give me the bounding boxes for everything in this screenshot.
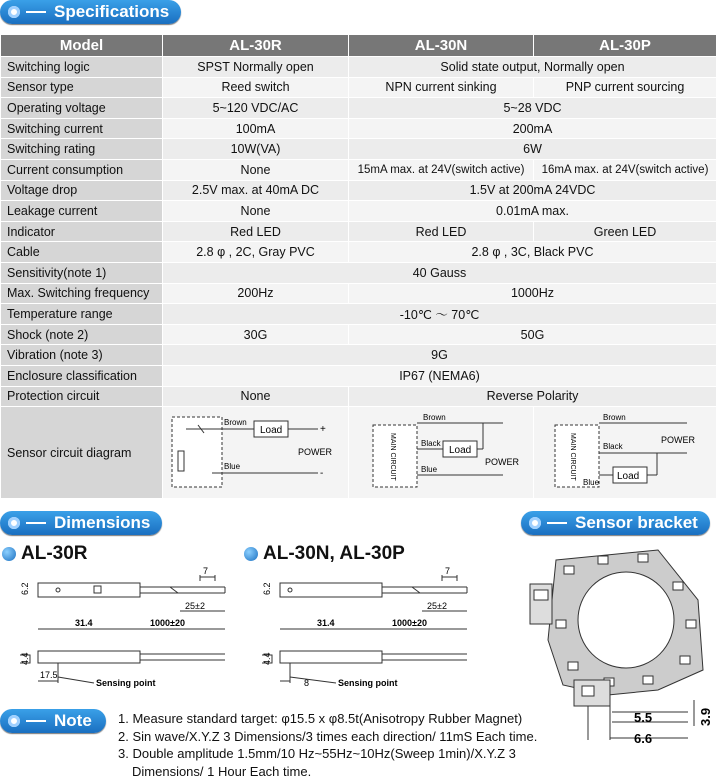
label-load: Load xyxy=(617,471,639,482)
label-brown: Brown xyxy=(423,413,446,422)
dim-7: 7 xyxy=(445,566,450,576)
col-al30p: AL-30P xyxy=(534,35,717,57)
label-power: POWER xyxy=(298,447,333,457)
dim-31-4: 31.4 xyxy=(75,618,93,628)
table-row: Voltage drop 2.5V max. at 40mA DC 1.5V at 200mA 24VDC xyxy=(1,180,717,201)
table-row: Sensor circuit diagram Brown Load Blue POWER + - MAIN CIRCUIT Brown Black Load Blue POWER MAIN CIRCUIT Brown Black Load Blue POWER xyxy=(1,407,717,499)
sensing-point-label: Sensing point xyxy=(338,678,398,688)
label-black: Black xyxy=(421,439,442,448)
dim-31-4: 31.4 xyxy=(317,618,335,628)
col-al30r: AL-30R xyxy=(163,35,349,57)
table-row: Shock (note 2) 30G 50G xyxy=(1,324,717,345)
label-main-circuit: MAIN CIRCUIT xyxy=(569,433,576,482)
dim-6-2: 6.2 xyxy=(20,582,30,595)
bullet-icon xyxy=(2,547,16,561)
label-power: POWER xyxy=(661,435,696,445)
table-row: Switching current 100mA 200mA xyxy=(1,118,717,139)
al30r-drawing xyxy=(20,565,240,695)
col-model: Model xyxy=(1,35,163,57)
table-row: Protection circuit None Reverse Polarity xyxy=(1,386,717,407)
dim-25: 25±2 xyxy=(185,601,205,611)
table-row: Operating voltage 5~120 VDC/AC 5~28 VDC xyxy=(1,98,717,119)
note-3-cont: Dimensions/ 1 Hour Each time. xyxy=(118,763,717,780)
circuit-n-svg xyxy=(353,411,529,491)
table-row: Cable 2.8 φ , 2C, Gray PVC 2.8 φ , 3C, Black PVC xyxy=(1,242,717,263)
note-title: Note xyxy=(54,711,92,731)
sensing-point-label: Sensing point xyxy=(96,678,156,688)
note-3: 3. Double amplitude 1.5mm/10 Hz~55Hz~10Hz(Sweep 1min)/X.Y.Z 3 xyxy=(118,745,717,763)
table-row: Switching rating 10W(VA) 6W xyxy=(1,139,717,160)
label-blue: Blue xyxy=(583,478,600,487)
specifications-heading xyxy=(0,0,181,24)
bracket-heading xyxy=(521,511,710,535)
label-load: Load xyxy=(449,445,471,456)
al30np-heading: AL-30N, AL-30P xyxy=(244,543,405,565)
label-black: Black xyxy=(603,442,624,451)
label-minus: - xyxy=(320,468,323,479)
table-row: Sensor type Reed switch NPN current sinking PNP current sourcing xyxy=(1,77,717,98)
dim-8: 8 xyxy=(304,678,309,688)
table-row: Current consumption None 15mA max. at 24V(switch active) 16mA max. at 24V(switch active) xyxy=(1,159,717,180)
dim-25: 25±2 xyxy=(427,601,447,611)
dim-5-5: 5.5 xyxy=(634,710,652,725)
circuit-p-svg xyxy=(537,411,713,491)
spec-table xyxy=(0,34,717,499)
dim-1000: 1000±20 xyxy=(150,618,185,628)
table-row: Leakage current None 0.01mA max. xyxy=(1,201,717,222)
label-plus: + xyxy=(320,424,326,435)
note-2: 2. Sin wave/X.Y.Z 3 Dimensions/3 times each direction/ 11mS Each time. xyxy=(118,728,717,746)
table-row: Indicator Red LED Red LED Green LED xyxy=(1,221,717,242)
dim-6-6: 6.6 xyxy=(634,731,652,746)
circuit-diagram-p xyxy=(534,407,717,499)
circuit-r-svg xyxy=(168,411,344,491)
dimensions-heading xyxy=(0,511,162,535)
circuit-diagram-r xyxy=(163,407,349,499)
label-power: POWER xyxy=(485,457,520,467)
dim-3-9: 3.9 xyxy=(698,708,713,726)
circuit-diagram-n xyxy=(349,407,534,499)
notes-list xyxy=(118,710,717,780)
dim-4-4: 4.4 xyxy=(262,652,272,665)
table-row: Max. Switching frequency 200Hz 1000Hz xyxy=(1,283,717,304)
table-row: Switching logic SPST Normally open Solid state output, Normally open xyxy=(1,57,717,78)
bullet-icon xyxy=(244,547,258,561)
al30np-drawing xyxy=(262,565,482,695)
note-1: 1. Measure standard target: φ15.5 x φ8.5t(Anisotropy Rubber Magnet) xyxy=(118,710,717,728)
table-header xyxy=(1,35,717,57)
dim-1000: 1000±20 xyxy=(392,618,427,628)
table-row: Temperature range -10℃ ～ 70℃ xyxy=(1,304,717,325)
note-heading xyxy=(0,709,106,733)
table-row: Enclosure classification IP67 (NEMA6) xyxy=(1,365,717,386)
label-blue: Blue xyxy=(421,465,438,474)
al30r-heading: AL-30R xyxy=(2,543,88,565)
bracket-title: Sensor bracket xyxy=(575,513,698,533)
dim-17-5: 17.5 xyxy=(40,670,58,680)
label-brown: Brown xyxy=(603,413,626,422)
label-brown: Brown xyxy=(224,418,247,427)
label-blue: Blue xyxy=(224,462,241,471)
dimensions-title: Dimensions xyxy=(54,513,150,533)
specifications-title: Specifications xyxy=(54,2,169,22)
label-load: Load xyxy=(260,425,282,436)
dim-6-2: 6.2 xyxy=(262,582,272,595)
table-row: Vibration (note 3) 9G xyxy=(1,345,717,366)
table-row: Sensitivity(note 1) 40 Gauss xyxy=(1,262,717,283)
dim-4-4: 4.4 xyxy=(20,652,30,665)
label-main-circuit: MAIN CIRCUIT xyxy=(389,433,396,482)
col-al30n: AL-30N xyxy=(349,35,534,57)
dim-7: 7 xyxy=(203,566,208,576)
